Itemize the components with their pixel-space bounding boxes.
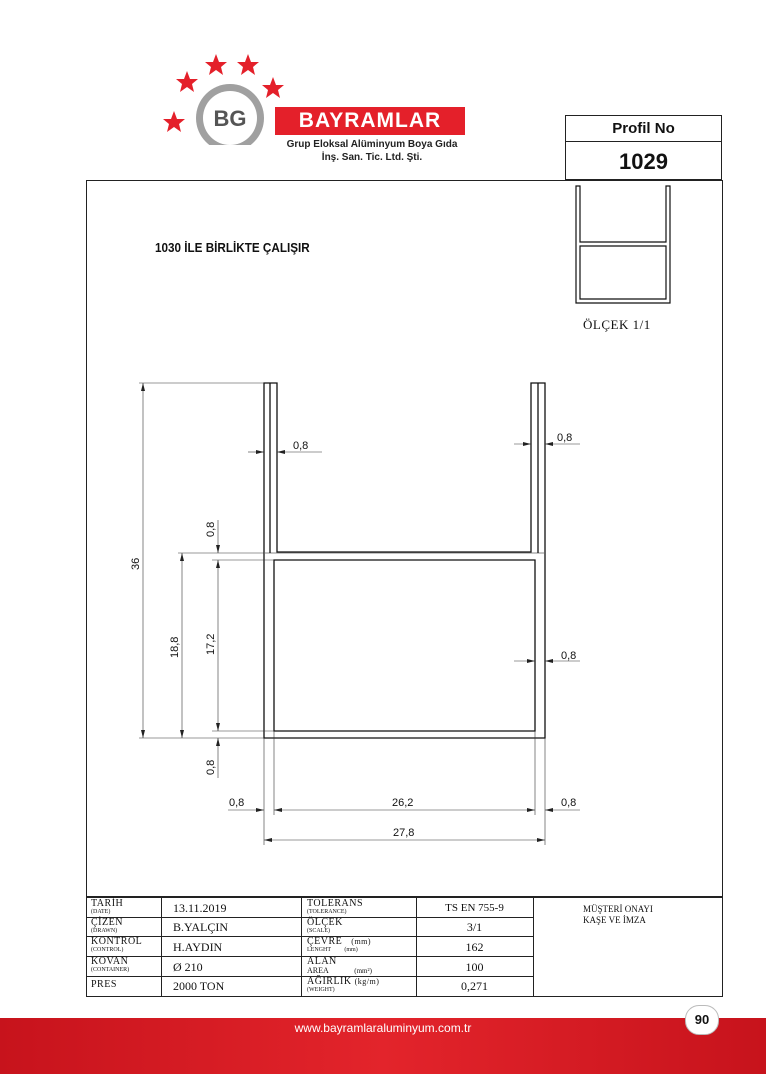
profile-section (264, 383, 545, 738)
row-label: TARİH (91, 898, 124, 909)
table-row (91, 899, 123, 916)
profile-preview (576, 186, 670, 303)
table-row (91, 957, 129, 974)
row-label2: TOLERANS (307, 898, 364, 909)
dim-wall-right-mid: 0,8 (561, 650, 577, 662)
row-label2-block (307, 937, 415, 954)
dim-wall-right-top: 0,8 (557, 432, 573, 444)
scale-label: ÖLÇEK 1/1 (583, 317, 651, 332)
row-label2-block (307, 918, 343, 935)
dim-wall-left-top: 0,8 (293, 440, 309, 452)
row-unit2: (mm) (351, 937, 372, 946)
dim-total-height: 36 (130, 557, 142, 570)
row-unit2: (mm²) (354, 967, 372, 975)
row-sublabel: (DATE) (91, 909, 111, 915)
brand-subtitle-1: Grup Eloksal Alüminyum Boya Gıda (286, 139, 458, 150)
dim-inner-width: 26,2 (392, 797, 414, 809)
table-row (91, 980, 117, 990)
brand-name: BAYRAMLAR (275, 107, 465, 135)
row-label2-block (307, 977, 415, 994)
logo-text: BG (213, 106, 247, 131)
row-sublabel2: AREA (307, 966, 329, 975)
table-row (91, 937, 142, 954)
row-sublabel2: LENGHT (307, 947, 331, 953)
row-value: Ø 210 (173, 960, 203, 974)
row-sublabel2: (TOLERANCE) (307, 909, 347, 915)
row-label2: ÖLÇEK (307, 917, 343, 928)
dim-wall-bottom: 0,8 (205, 759, 217, 775)
row-value2: 3/1 (466, 920, 483, 934)
approval-subtitle: KAŞE VE İMZA (583, 915, 646, 925)
row-unit2: (kg/m) (354, 977, 380, 986)
approval-title: MÜŞTERİ ONAYI (583, 904, 653, 914)
dim-outer-box-height: 18,8 (169, 636, 181, 658)
row-label2: ALAN (307, 956, 337, 967)
row-label: KONTROL (91, 936, 143, 947)
row-label2: ÇEVRE (307, 936, 343, 947)
row-sublabel2: (WEIGHT) (307, 987, 335, 993)
row-label: ÇİZEN (91, 917, 123, 928)
row-label2-block (307, 957, 415, 976)
row-sublabel: (CONTROL) (91, 947, 124, 953)
row-value2: TS EN 755-9 (445, 902, 504, 914)
row-label2-block (307, 899, 363, 916)
dim-wall-right-bottom: 0,8 (561, 797, 577, 809)
row-value: 13.11.2019 (173, 901, 227, 915)
row-subunit2: (mm) (344, 947, 358, 953)
dim-total-width: 27,8 (393, 827, 415, 839)
row-value2: 162 (465, 940, 484, 954)
dim-wall-left-bottom: 0,8 (229, 797, 245, 809)
row-sublabel: (CONTAINER) (91, 967, 130, 973)
drawing-note: 1030 İLE BİRLİKTE ÇALIŞIR (155, 240, 310, 255)
profile-number: 1029 (619, 149, 668, 174)
row-label2: AĞIRLIK (307, 976, 352, 987)
row-label: KOVAN (91, 956, 129, 967)
dimension-arrows (141, 383, 553, 842)
footer-url[interactable]: www.bayramlaraluminyum.com.tr (294, 1021, 472, 1035)
dim-inner-box-height: 17,2 (205, 633, 217, 655)
row-label: PRES (91, 979, 117, 990)
row-sublabel2: (SCALE) (307, 928, 330, 934)
row-value2: 100 (465, 960, 484, 974)
row-value: H.AYDIN (173, 940, 223, 954)
profile-label: Profil No (565, 116, 722, 142)
row-sublabel: (DRAWN) (91, 928, 118, 934)
customer-approval (583, 904, 653, 926)
row-value: B.YALÇIN (173, 920, 229, 934)
row-value2: 0,271 (461, 979, 488, 993)
table-row (91, 918, 123, 935)
dim-wall-top-inner: 0,8 (205, 521, 217, 537)
row-value: 2000 TON (173, 979, 225, 993)
page-number: 90 (685, 1005, 719, 1035)
brand-subtitle-2: İnş. San. Tic. Ltd. Şti. (321, 152, 423, 163)
